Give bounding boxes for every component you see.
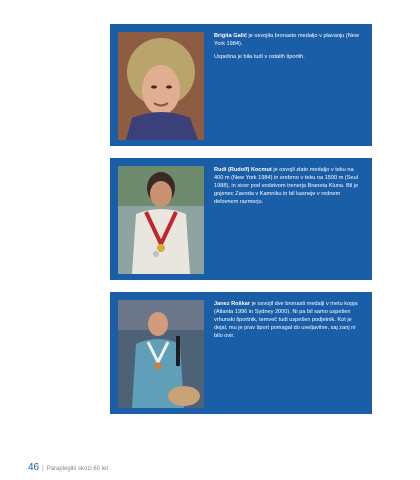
page-footer [28,462,108,473]
portrait-photo-galic [118,32,204,140]
footer-separator: | [42,466,44,472]
athlete-name: Brigita Galič [214,33,247,39]
profile-card-roskar [110,292,372,414]
profile-card-galic [110,24,372,146]
bio-text: Uspešna je bila tudi v ostalih športih. [214,54,305,61]
athlete-name: Janez Roškar [214,301,251,307]
page-number: 46 [28,462,40,473]
athlete-name: Rudi (Rudolf) Kocmut [214,167,272,173]
publication-title: Paraplegiki skozi 60 let [46,466,109,472]
bio-text: je osvojil zlato medaljo v teku na 400 m (New York 1984) in srebrno v teku na 1500 m (Seul 1988), in sicer pod vodstvom trenerja Braneta Kluna. Bil je gojenec Zavoda v Kamniku in bil kasneje v rednem delovnem razmerju. [214,167,359,206]
bio-text: je osvojila bronasto medaljo v plavanju (New York 1984). [214,33,359,48]
profile-text-kocmut [214,166,364,211]
portrait-photo-roskar [118,300,204,408]
profile-text-roskar [214,300,364,345]
profile-text-galic [214,32,364,66]
bio-text: je osvojil dve bronasti medalji v metu kopja (Atlanta 1996 in Sydney 2000). Ni pa bil samo uspešen vrhunski športnik, temveč tudi uspešen podjetnik. Kot je dejal, mu je prav šport pomagal do uveljavitve, saj zanj ni bilo ovir. [214,301,358,340]
portrait-photo-kocmut [118,166,204,274]
profile-card-kocmut [110,158,372,280]
